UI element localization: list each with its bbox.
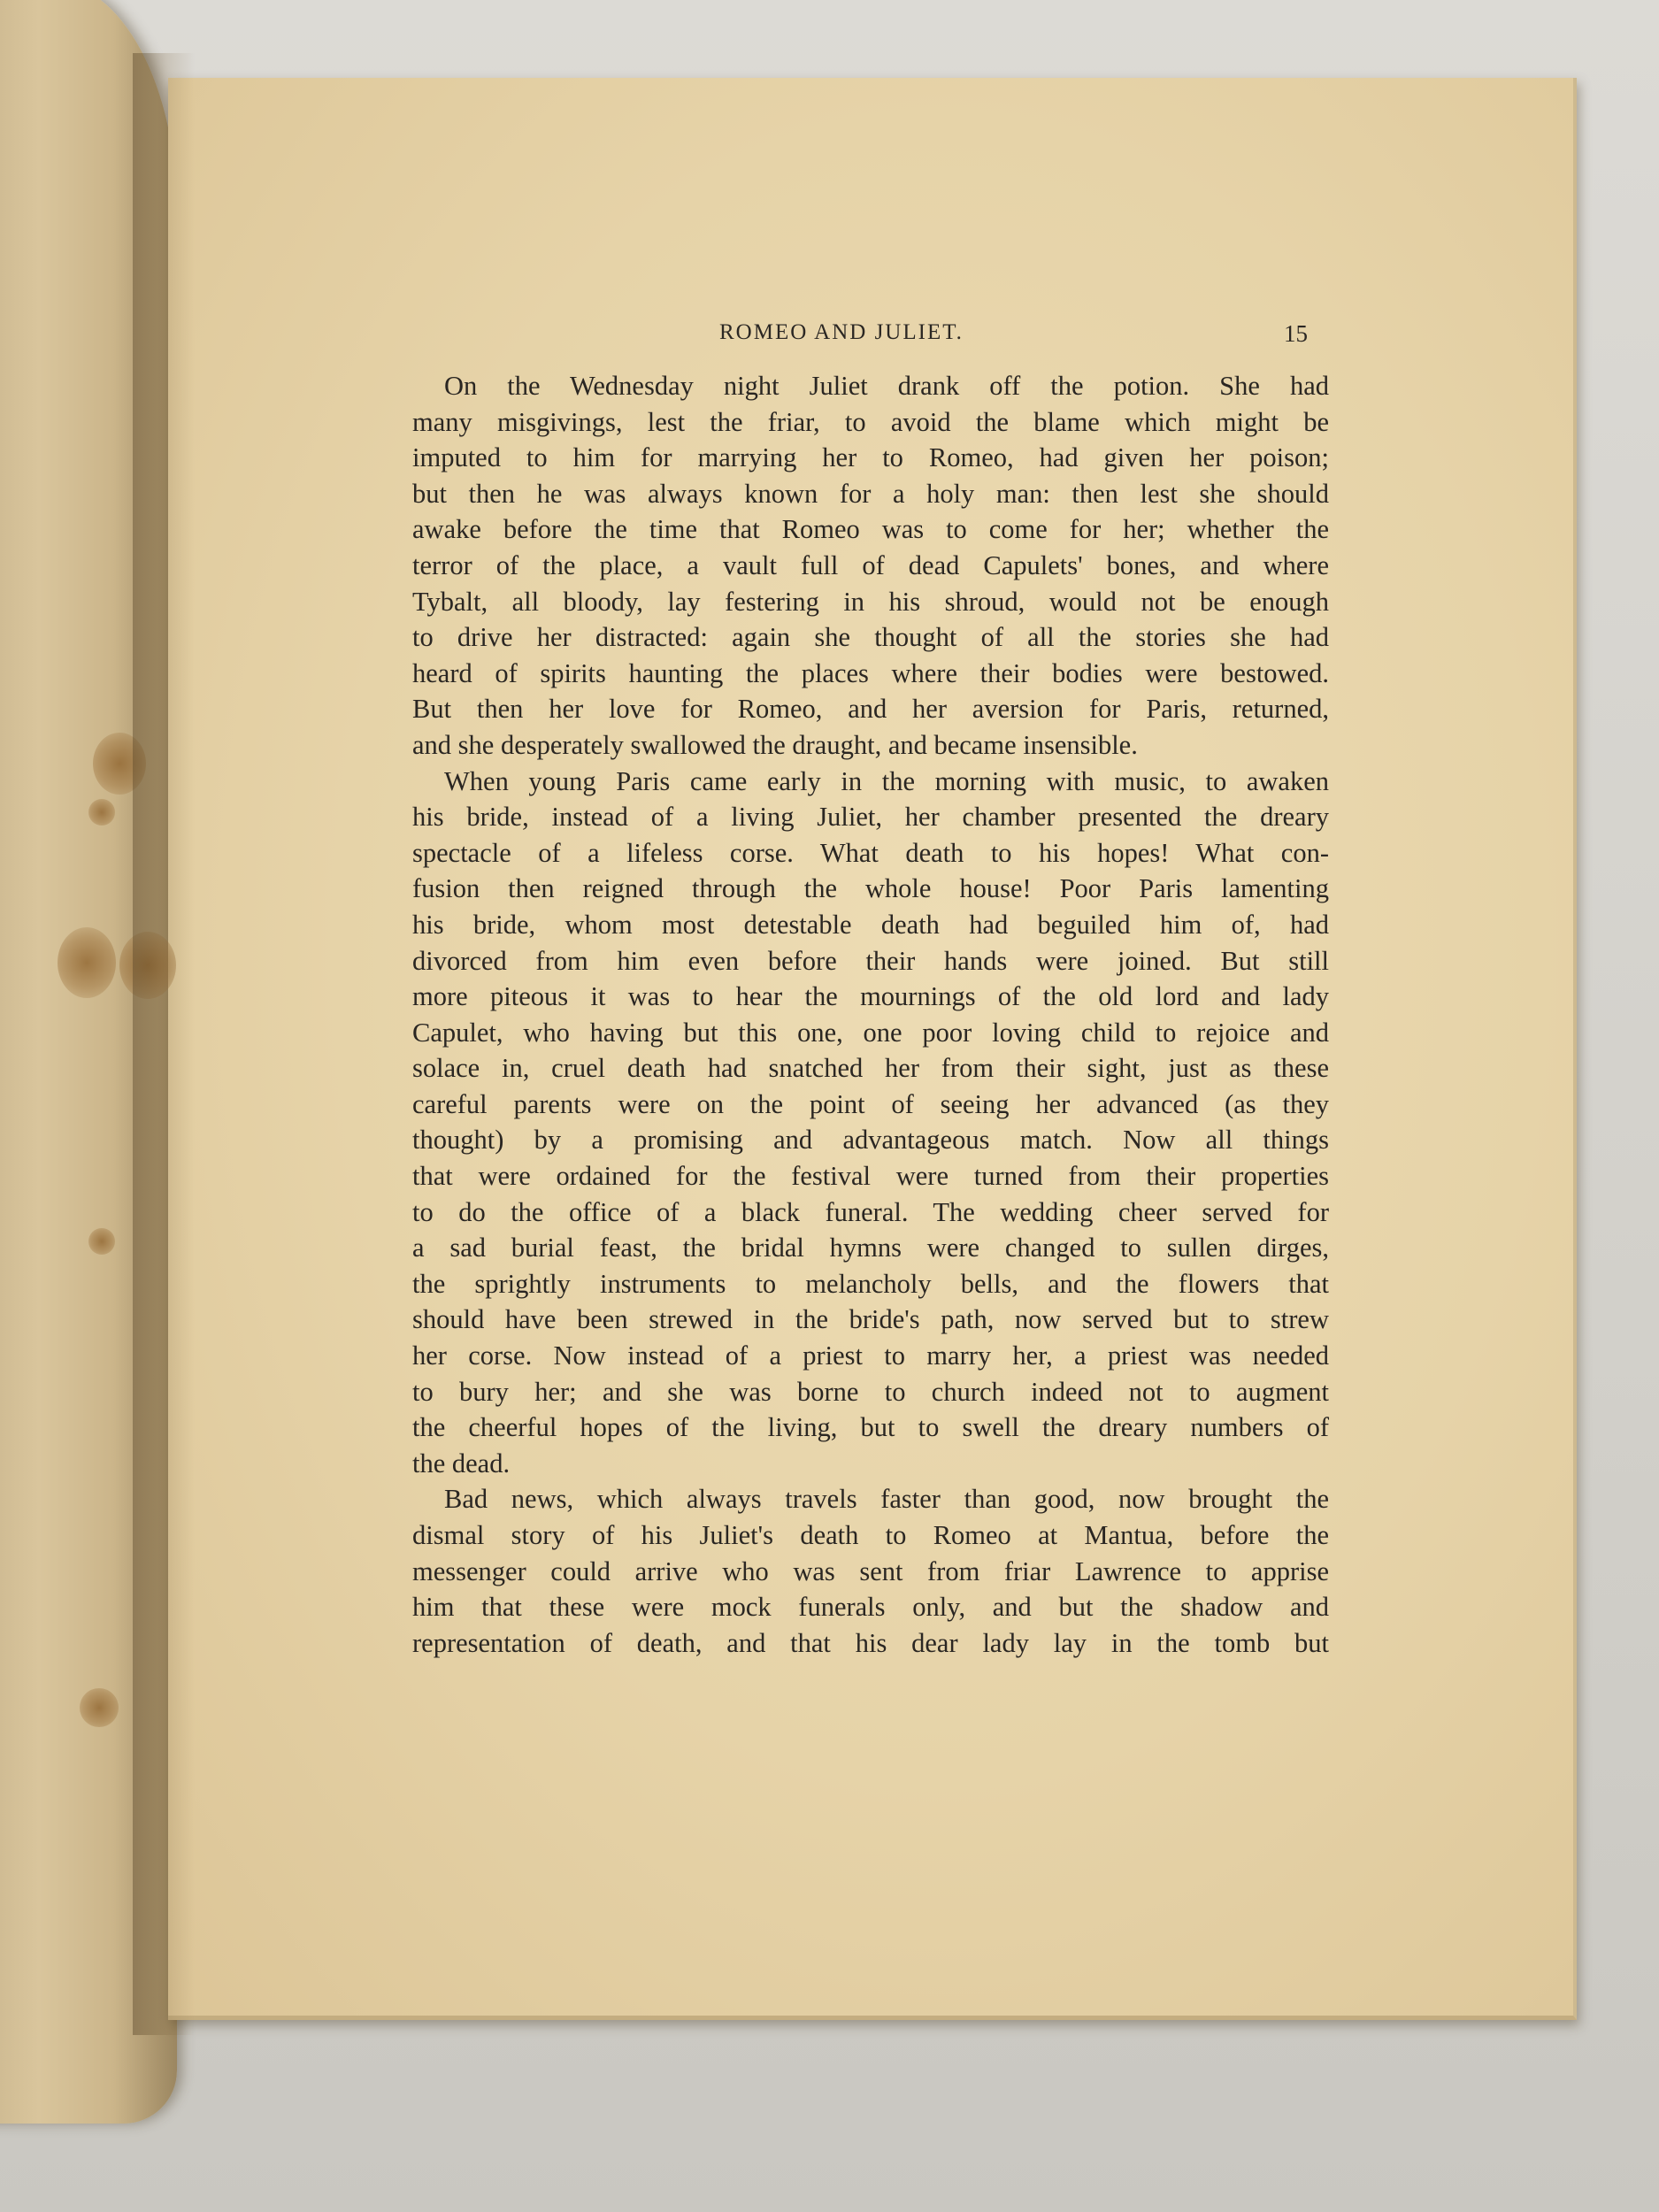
foxing-stain [80, 1688, 119, 1727]
paragraph [412, 1481, 1329, 1661]
text-line: to do the office of a black funeral. The wedding cheer served for [412, 1196, 1329, 1227]
text-line: On the Wednesday night Juliet drank off the potion. She had [444, 371, 1329, 401]
gutter-shadow [133, 53, 195, 2035]
text-line: his bride, whom most detestable death had beguiled him of, had [412, 909, 1329, 940]
text-line: that were ordained for the festival were turned from their properties [412, 1161, 1329, 1192]
text-line: representation of death, and that his dear lady lay in the tomb but [412, 1627, 1329, 1658]
text-line: the dead. [412, 1448, 511, 1479]
text-line: fusion then reigned through the whole house! Poor Paris lamenting [412, 873, 1329, 904]
text-line: Capulet, who having but this one, one poor loving child to rejoice and [412, 1017, 1329, 1048]
text-line: the cheerful hopes of the living, but to swell the dreary numbers of [412, 1412, 1329, 1443]
body-text [412, 368, 1329, 1661]
foxing-stain [88, 1228, 115, 1255]
page-number: 15 [1284, 320, 1308, 347]
text-line: heard of spirits haunting the places where their bodies were bestowed. [412, 657, 1329, 688]
text-line: him that these were mock funerals only, and but the shadow and [412, 1592, 1329, 1623]
foxing-stain [88, 799, 115, 826]
text-line: terror of the place, a vault full of dead Capulets' bones, and where [412, 549, 1329, 580]
text-line: more piteous it was to hear the mournings of the old lord and lady [412, 981, 1329, 1012]
text-line: but then he was always known for a holy man: then lest she should [412, 478, 1329, 509]
text-line: Tybalt, all bloody, lay festering in his shroud, would not be enough [412, 586, 1329, 617]
paragraph [412, 764, 1329, 1482]
text-line: awake before the time that Romeo was to come for her; whether the [412, 514, 1329, 545]
text-line: should have been strewed in the bride's path, now served but to strew [412, 1304, 1329, 1335]
text-line: the sprightly instruments to melancholy bells, and the flowers that [412, 1268, 1329, 1299]
text-line: Bad news, which always travels faster than good, now brought the [444, 1484, 1329, 1515]
text-line: his bride, instead of a living Juliet, her chamber presented the dreary [412, 802, 1329, 833]
text-line: But then her love for Romeo, and her aversion for Paris, returned, [412, 694, 1329, 725]
text-line: thought) by a promising and advantageous match. Now all things [412, 1125, 1329, 1156]
running-header [414, 320, 1308, 359]
text-line: and she desperately swallowed the draught, and became insensible. [412, 729, 1138, 760]
paragraph [412, 368, 1329, 764]
text-line: to bury her; and she was borne to church indeed not to augment [412, 1376, 1329, 1407]
text-line: imputed to him for marrying her to Romeo, had given her poison; [412, 442, 1329, 473]
text-line: many misgivings, lest the friar, to avoid the blame which might be [412, 406, 1329, 437]
running-title: ROMEO AND JULIET. [719, 320, 964, 344]
text-line: a sad burial feast, the bridal hymns were changed to sullen dirges, [412, 1233, 1329, 1263]
text-line: careful parents were on the point of seeing her advanced (as they [412, 1088, 1329, 1119]
foxing-stain [58, 927, 116, 998]
text-line: When young Paris came early in the morning with music, to awaken [444, 765, 1329, 796]
text-line: spectacle of a lifeless corse. What death to his hopes! What con- [412, 837, 1329, 868]
text-line: her corse. Now instead of a priest to marry her, a priest was needed [412, 1340, 1329, 1371]
text-line: divorced from him even before their hands were joined. But still [412, 945, 1329, 976]
text-line: to drive her distracted: again she thought of all the stories she had [412, 622, 1329, 653]
text-line: messenger could arrive who was sent from friar Lawrence to apprise [412, 1555, 1329, 1586]
text-line: solace in, cruel death had snatched her from their sight, just as these [412, 1053, 1329, 1084]
text-line: dismal story of his Juliet's death to Romeo at Mantua, before the [412, 1520, 1329, 1550]
